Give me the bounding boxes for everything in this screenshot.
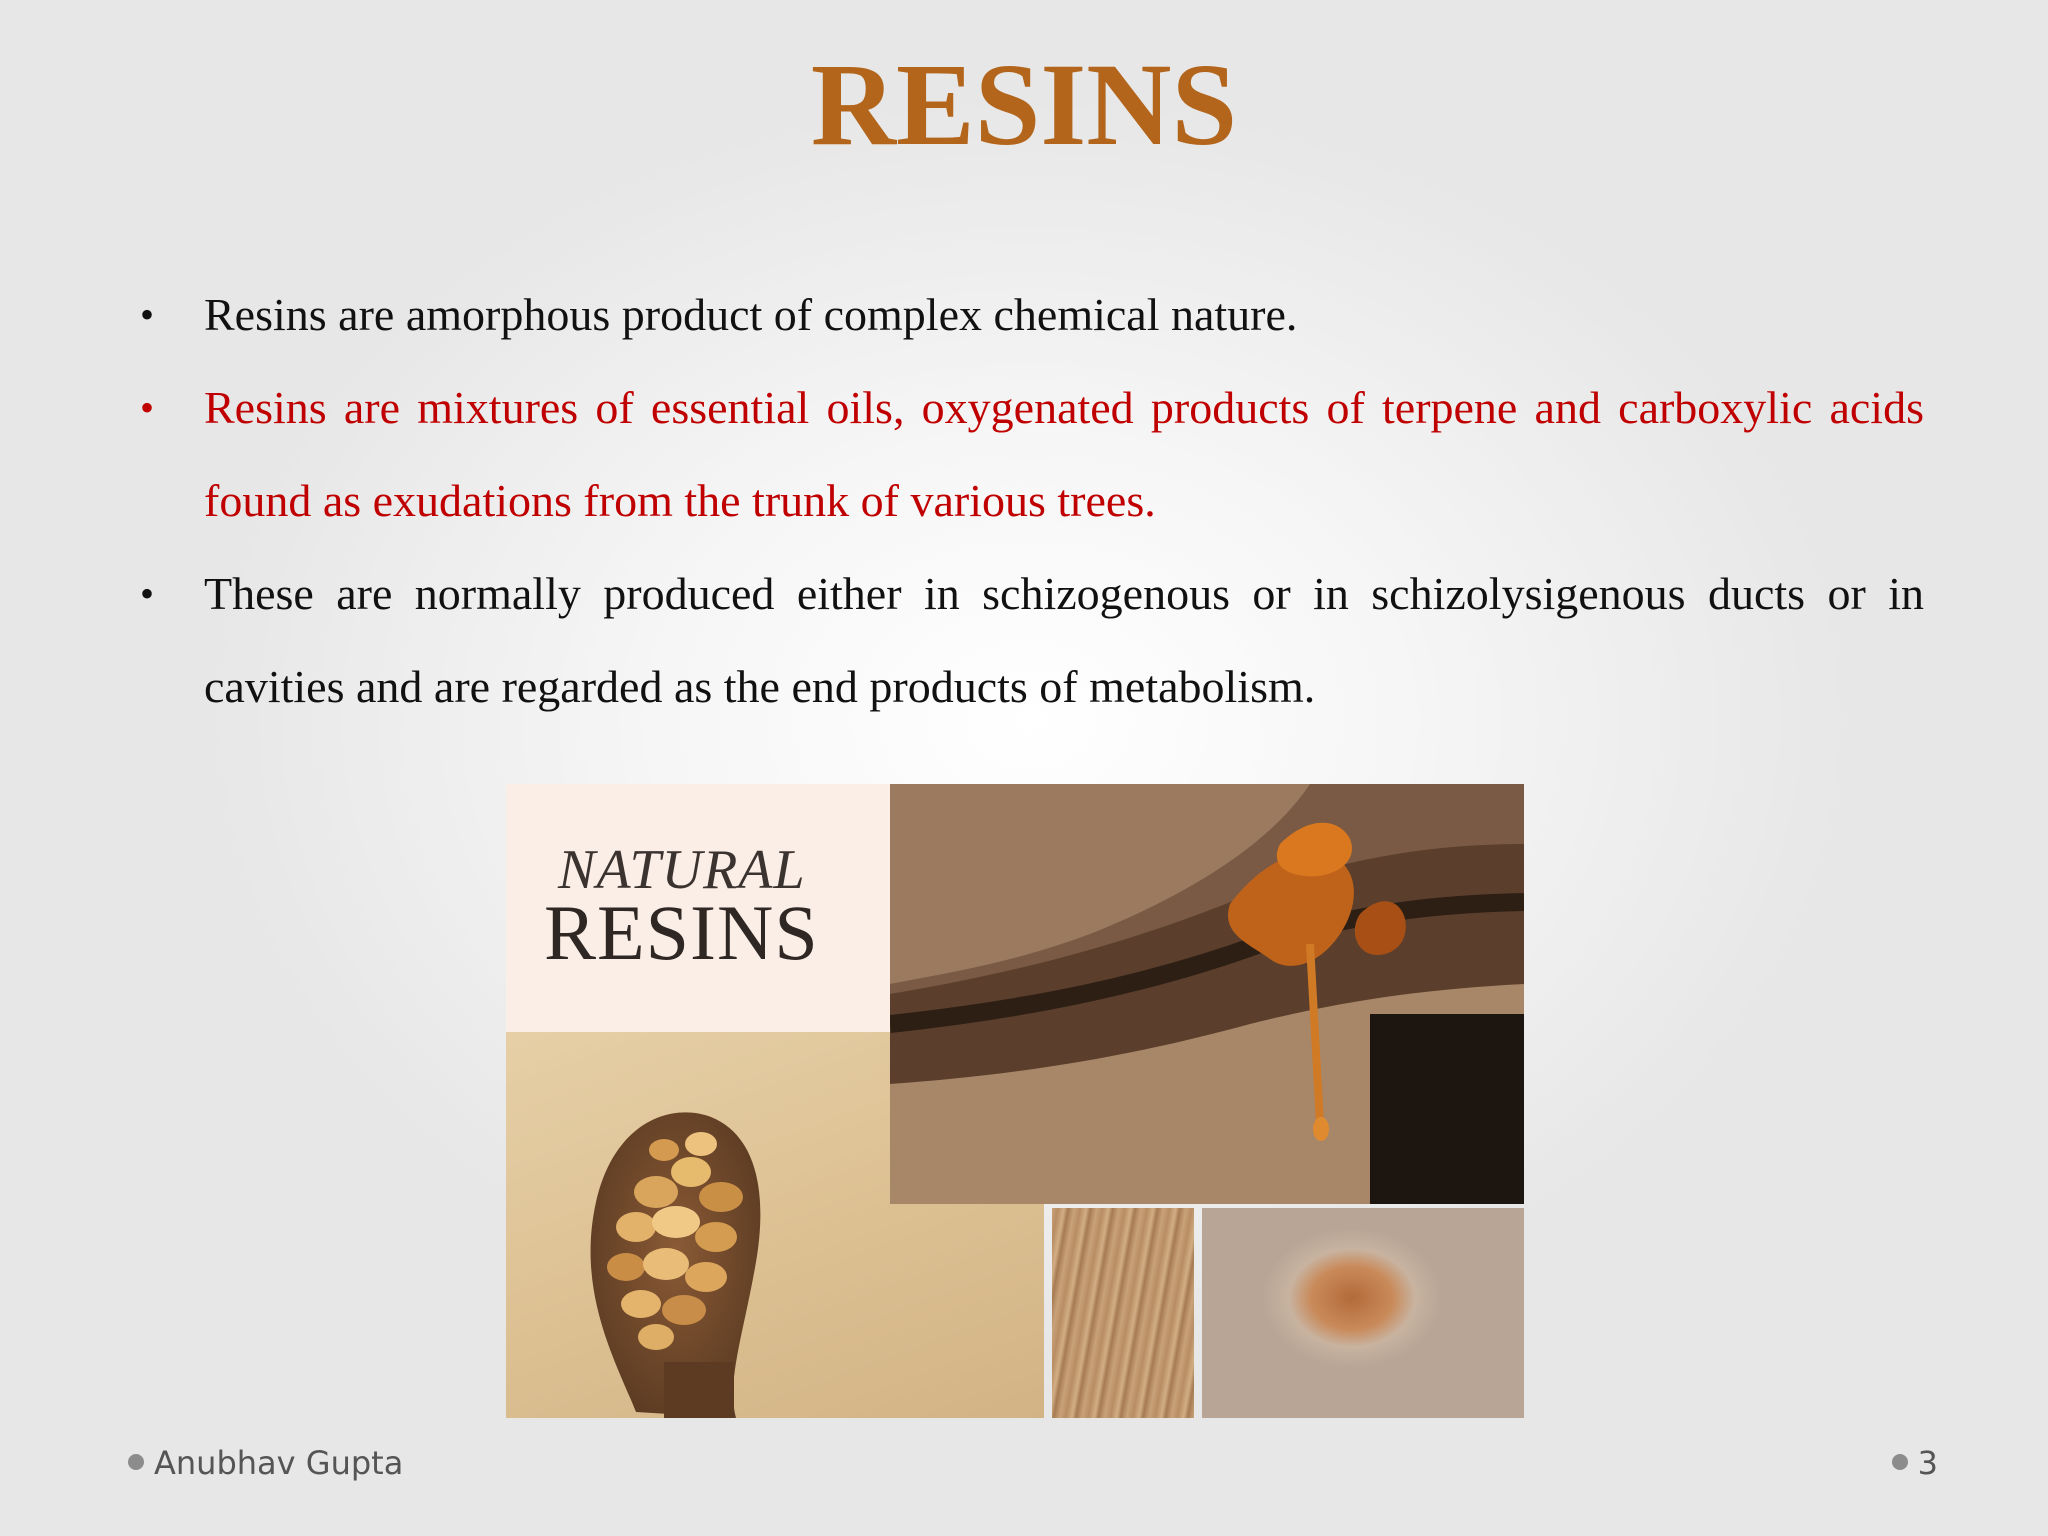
tree-bark-resin-photo xyxy=(890,784,1524,1204)
bullet-text: Resins are mixtures of essential oils, oxygenated products of terpene and carboxylic acids found as exudations from the trunk of various trees. xyxy=(204,382,1924,526)
page-number: 3 xyxy=(1917,1444,1938,1482)
bullet-dot-icon: • xyxy=(140,292,155,337)
footer-dot-icon xyxy=(128,1454,144,1470)
bullet-item-3 xyxy=(140,547,1924,733)
bullet-text: Resins are amorphous product of complex chemical nature. xyxy=(204,289,1298,340)
wood-grain-photo xyxy=(1052,1208,1194,1418)
bullet-item-1 xyxy=(140,268,1924,361)
bullet-text: These are normally produced either in schizogenous or in schizolysigenous ducts or in cavities and are regarded as the end products of metabolism. xyxy=(204,568,1924,712)
footer-page-number xyxy=(1892,1444,1938,1482)
bark-knot-resin-photo xyxy=(1202,1208,1524,1418)
bullet-item-2 xyxy=(140,361,1924,547)
resin-dripping-from-bark-image xyxy=(890,784,1524,1204)
footer-dot-icon xyxy=(1892,1454,1908,1470)
natural-resins-title-panel xyxy=(506,784,890,1032)
footer-author xyxy=(128,1444,403,1482)
bullet-dot-icon: • xyxy=(140,571,155,616)
bullet-list xyxy=(140,268,1924,733)
image-caption-natural: NATURAL xyxy=(558,839,806,901)
bullet-dot-icon: • xyxy=(140,385,155,430)
author-name: Anubhav Gupta xyxy=(154,1444,404,1482)
slide-title: RESINS xyxy=(810,39,1238,170)
image-caption-resins: RESINS xyxy=(544,889,819,976)
natural-resins-image-collage xyxy=(506,784,1524,1418)
